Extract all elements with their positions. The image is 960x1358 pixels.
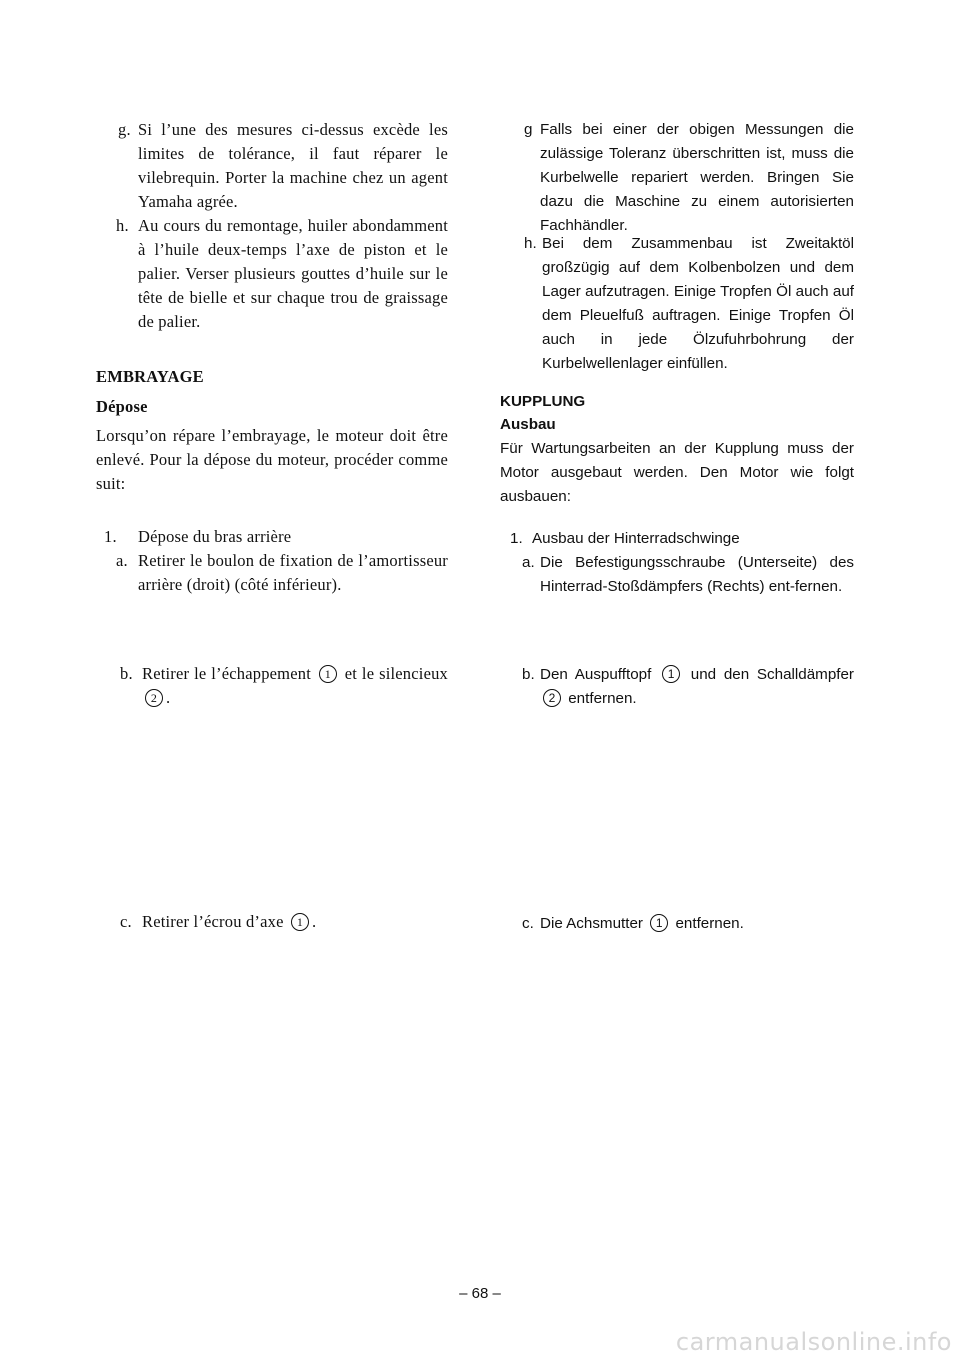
callout-1-icon: 1 [662,665,680,683]
callout-1-icon: 1 [319,665,337,683]
de-step-b-text-post: entfernen. [568,690,637,707]
de-step-c-text-pre: Die Achsmutter [540,915,643,932]
de-step-a-label: a. [522,554,535,571]
fr-step-a-text: Retirer le boulon de fixation de l’amortisseur arrière (droit) (côté inférieur). [138,551,448,594]
fr-section-heading: EMBRAYAGE [96,367,204,386]
fr-item-g-text: Si l’une des mesures ci-dessus excède les limites de tolérance, il faut réparer le vilebrequin. Porter la machine chez un agent Yamaha agrée. [138,120,448,211]
fr-step-b [120,662,448,710]
de-item-g-label: g [524,121,533,138]
fr-step-b-text-mid: et le silencieux [344,664,448,683]
fr-subheading: Dépose [96,397,148,416]
de-step-b-label: b. [522,666,535,683]
fr-step-c [120,910,448,934]
watermark: carmanualsonline.info [675,1328,952,1356]
de-step-b-text-mid: und den Schalldämpfer [690,666,854,683]
fr-step-c-text-pre: Retirer l’écrou d’axe [142,912,284,931]
callout-1-icon: 1 [291,913,309,931]
de-section-heading: KUPPLUNG [500,393,586,410]
fr-item-g [118,118,448,214]
fr-step-c-label: c. [120,912,132,931]
fr-step-1-text: Dépose du bras arrière [138,527,292,546]
fr-item-h-label: h. [116,216,129,235]
fr-item-h-text: Au cours du remontage, huiler abondamment à l’huile deux-temps l’axe de piston et le palier. Verser plusieurs gouttes d’huile sur le tête de bielle et sur chaque trou de graissage de palier. [138,216,448,331]
de-intro: Für Wartungsarbeiten an der Kupplung muss der Motor ausgebaut werden. Den Motor wie folgt ausbauen: [500,440,854,505]
fr-item-g-label: g. [118,120,131,139]
callout-2-icon: 2 [543,689,561,707]
de-item-h-text: Bei dem Zusammenbau ist Zweitaktöl großzügig auf dem Kolbenbolzen und dem Lager aufzutragen. Einige Tropfen Öl auch auf dem Pleuelfuß auftragen. Einige Tropfen Öl auch in jede Ölzufuhrbohrung der Kurbelwellenlager einfüllen. [542,235,854,372]
callout-1-icon: 1 [650,914,668,932]
de-item-h [524,232,854,376]
fr-step-1 [104,525,444,549]
de-item-g-text: Falls bei einer der obigen Messungen die zulässige Toleranz überschritten ist, muss die Kurbelwelle repariert werden. Bringen Sie dazu die Maschine zu einem autorisierten Fachhändler. [540,121,854,234]
de-step-c-text-post: entfernen. [675,915,744,932]
fr-step-a [116,549,448,597]
fr-step-b-text-pre: Retirer le l’échappement [142,664,311,683]
fr-step-1-label: 1. [104,527,117,546]
de-step-1-label: 1. [510,530,523,547]
fr-step-c-text-post: . [311,912,317,931]
de-step-a [522,551,854,599]
fr-step-b-label: b. [120,664,133,683]
fr-step-b-text-post: . [166,688,171,707]
de-step-b-text-pre: Den Auspufftopf [540,666,652,683]
de-subheading: Ausbau [500,416,556,433]
callout-2-icon: 2 [145,689,163,707]
de-item-g [524,118,854,238]
de-step-c-label: c. [522,915,534,932]
de-step-a-text: Die Befestigungsschraube (Unterseite) des Hinterrad-Stoßdämpfers (Rechts) ent-fernen. [540,554,854,595]
de-step-b [522,663,854,711]
de-item-h-label: h. [524,235,537,252]
page-number: – 68 – [459,1285,501,1302]
fr-item-h [116,214,448,334]
fr-step-a-label: a. [116,551,128,570]
de-step-1-text: Ausbau der Hinterradschwinge [532,530,740,547]
fr-intro: Lorsqu’on répare l’embrayage, le moteur doit être enlevé. Pour la dépose du moteur, procéder comme suit: [96,426,448,493]
de-step-c [522,912,854,936]
de-step-1 [510,527,850,551]
